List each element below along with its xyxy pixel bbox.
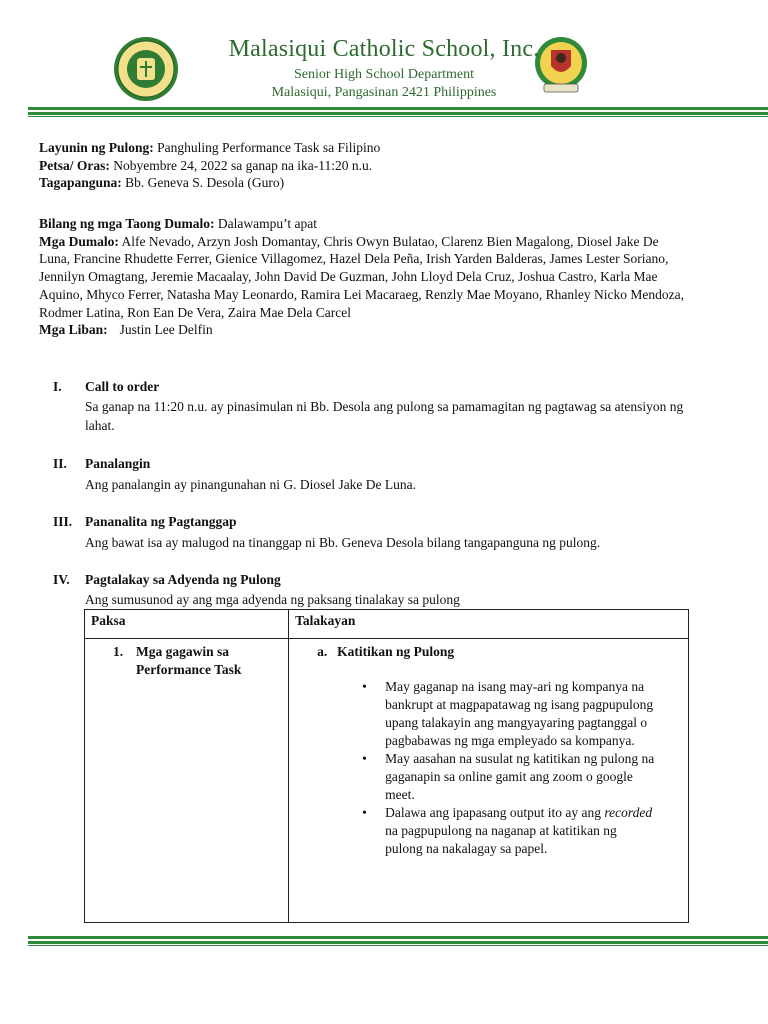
footer-divider bbox=[28, 936, 768, 946]
school-name: Malasiqui Catholic School, Inc. bbox=[228, 36, 540, 62]
department-name: Senior High School Department bbox=[293, 67, 475, 82]
section-body: Ang panalangin ay pinangunahan ni G. Diosel Jake De Luna. bbox=[85, 477, 417, 492]
bilang-label: Bilang ng mga Taong Dumalo: bbox=[39, 216, 215, 231]
section-body: Ang sumusunod ay ang mga adyenda ng paksang tinalakay sa pulong bbox=[85, 592, 460, 607]
section-title: Panalangin bbox=[85, 456, 151, 471]
bullet-icon: • bbox=[362, 751, 367, 766]
meeting-info bbox=[39, 139, 689, 192]
liban-line bbox=[39, 321, 689, 339]
section-number: III. bbox=[53, 514, 73, 529]
header-divider bbox=[28, 107, 768, 117]
dumalo-label: Mga Dumalo: bbox=[39, 233, 119, 249]
talakayan-bullet-list bbox=[357, 678, 657, 858]
layunin-value: Panghuling Performance Task sa Filipino bbox=[153, 140, 381, 155]
talakayan-heading bbox=[289, 639, 688, 661]
layunin-line bbox=[39, 139, 689, 157]
table-header-cell bbox=[289, 610, 689, 639]
table-row bbox=[85, 639, 689, 923]
liban-value: Justin Lee Delfin bbox=[119, 322, 213, 338]
dumalo-paragraph bbox=[39, 233, 689, 322]
bullet-icon: • bbox=[362, 679, 367, 694]
bullet-icon: • bbox=[362, 805, 367, 820]
emphasized-word: recorded bbox=[604, 805, 653, 820]
section-number: IV. bbox=[53, 572, 70, 587]
table-cell bbox=[289, 639, 689, 923]
layunin-label: Layunin ng Pulong: bbox=[39, 140, 154, 155]
tagapanguna-line bbox=[39, 174, 689, 192]
petsa-label: Petsa/ Oras: bbox=[39, 157, 110, 173]
section-title: Pagtalakay sa Adyenda ng Pulong bbox=[85, 572, 281, 587]
agenda-table bbox=[84, 609, 689, 923]
liban-label: Mga Liban: bbox=[39, 322, 108, 338]
talakayan-heading-text: Katitikan ng Pulong bbox=[337, 644, 455, 659]
dumalo-value: Alfe Nevado, Arzyn Josh Domantay, Chris Owyn Bulatao, Clarenz Bien Magalong, Diosel Jake De Luna, Francine Rhudette Ferrer, Gienice Villagomez, Hazel Dela Peña, Irish Yarden Balderas, James Lester Soriano, Jennilyn Omagtang, Jeremie Macaalay, John David De Guzman, John Lloyd Dela Cruz, Joshua Castro, Karla Mae Aquino, Mhyco Ferrer, Natasha May Leonardo, Ramira Lei Macaraeg, Renzly Mae Moyano, Rhanley Nicko Mendoza, Rodmer Latina, Ron Ean De Vera, Zaira Mae Dela Carcel bbox=[39, 233, 685, 320]
paksa-number: 1. bbox=[113, 644, 124, 659]
table-cell bbox=[85, 639, 289, 923]
bilang-line bbox=[39, 215, 689, 233]
list-item: • May gaganap na isang may-ari ng kompanya na bankrupt at magpapatawag ng isang pagpupulong upang talakayin ang mangyayaring pagtanggal o pagbabawas ng mga empleyado sa kompanya. bbox=[362, 679, 654, 748]
bilang-value: Dalawampu’t apat bbox=[214, 216, 318, 231]
petsa-line bbox=[39, 157, 689, 175]
list-item: • May aasahan na susulat ng katitikan ng pulong na gaganapin sa online gamit ang zoom o google meet. bbox=[362, 751, 655, 802]
section-title: Call to order bbox=[85, 379, 160, 394]
petsa-value: Nobyembre 24, 2022 sa ganap na ika-11:20 n.u. bbox=[109, 157, 373, 173]
list-item: • Dalawa ang ipapasang output ito ay ang recorded na pagpupulong na naganap at katitikan ng pulong na nakalagay sa papel. bbox=[362, 805, 653, 856]
tagapanguna-value: Bb. Geneva S. Desola (Guro) bbox=[121, 175, 285, 190]
table-header-cell bbox=[85, 610, 289, 639]
section-body: Ang bawat isa ay malugod na tinanggap ni Bb. Geneva Desola bilang tangapanguna ng pulong. bbox=[85, 535, 601, 550]
section-number: I. bbox=[53, 379, 62, 394]
talakayan-letter: a. bbox=[317, 644, 328, 659]
talakayan-header: Talakayan bbox=[295, 613, 356, 628]
paksa-item bbox=[85, 639, 288, 679]
paksa-text: Mga gagawin sa Performance Task bbox=[136, 644, 242, 677]
paksa-header: Paksa bbox=[91, 613, 126, 628]
table-header-row bbox=[85, 610, 689, 639]
tagapanguna-label: Tagapanguna: bbox=[39, 175, 122, 190]
section-number: II. bbox=[53, 456, 67, 471]
school-address: Malasiqui, Pangasinan 2421 Philippines bbox=[271, 85, 497, 100]
section-body: Sa ganap na 11:20 n.u. ay pinasimulan ni Bb. Desola ang pulong sa pamamagitan ng pagtawag sa atensiyon ng lahat. bbox=[85, 399, 684, 433]
attendance-info bbox=[39, 215, 689, 339]
section-title: Pananalita ng Pagtanggap bbox=[85, 514, 237, 529]
